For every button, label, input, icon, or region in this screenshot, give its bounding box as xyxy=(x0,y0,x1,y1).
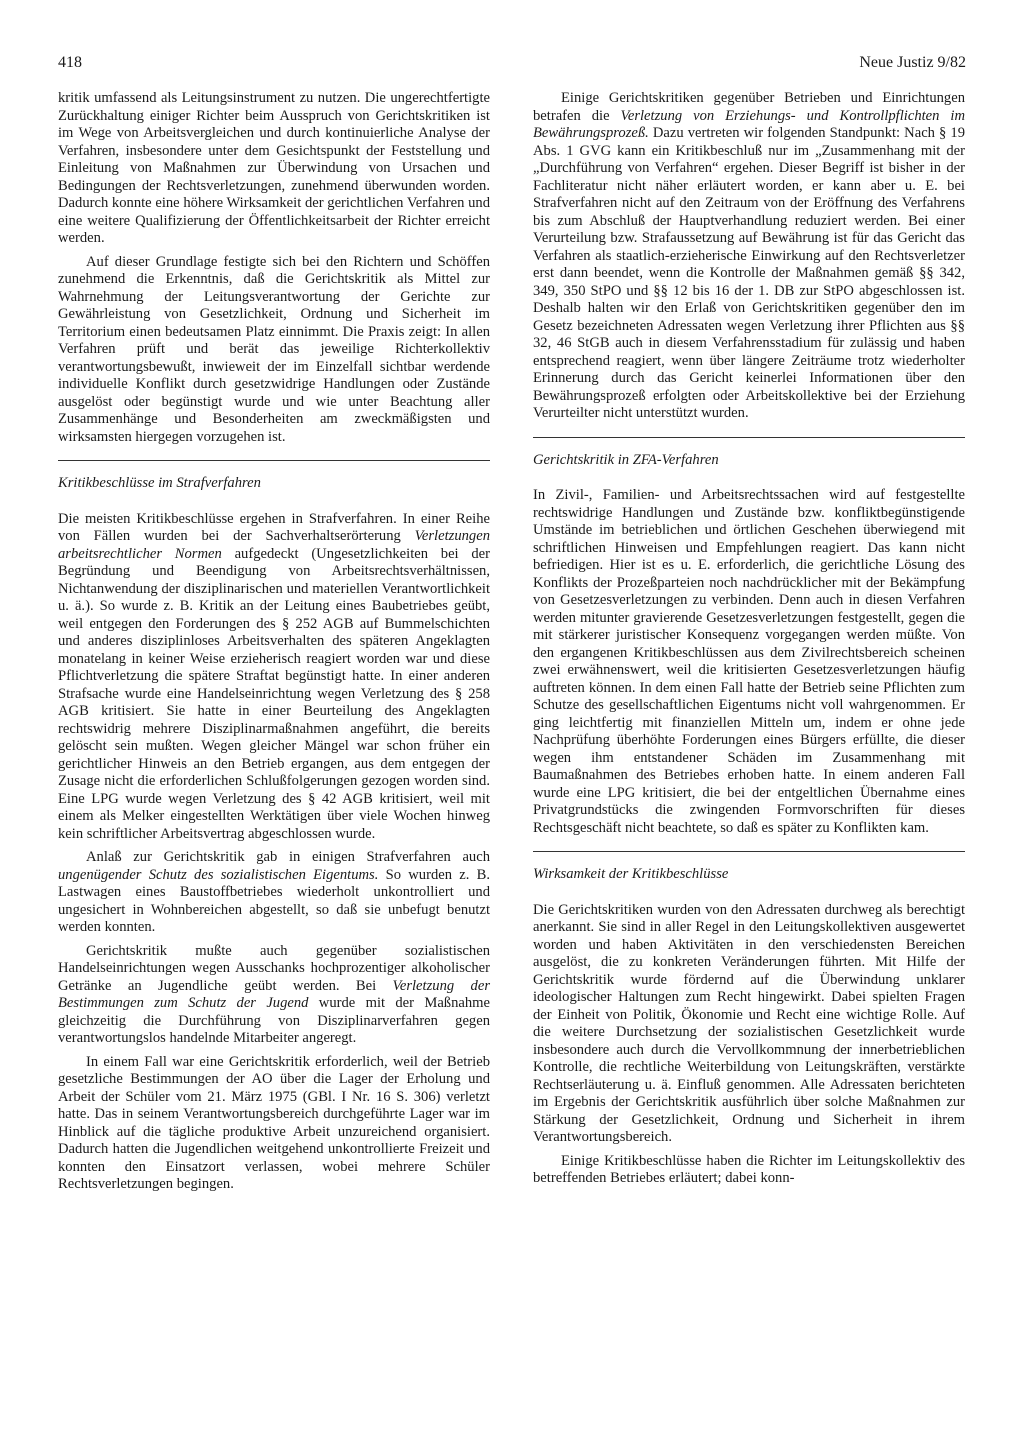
paragraph: Einige Gerichtskritiken gegenüber Betrieben und Einrichtungen betrafen die Verletzung von Erziehungs- und Kontrollpflichten im Bewährungsprozeß. Dazu vertreten wir folgenden Standpunkt: Nach § 19 Abs. 1 GVG kann ein Kritikbeschluß nur im „Zusammenhang mit der „Durchführung von Verfahren“ ergehen. Dieser Begriff ist bisher in der Fachliteratur nicht näher erläutert worden, er kann aber u. E. bei Strafverfahren nicht auf den Zeitraum von der Eröffnung des Verfahrens bis zum Abschluß der Hauptverhandlung reduziert werden. Bei einer Verurteilung bzw. Strafaussetzung auf Bewährung ist für das Gericht das Verfahren als staatlich-erzieherische Einwirkung auf den Rechtsverletzer erst dann beendet, wenn die Kontrolle der Maßnahmen gemäß §§ 342, 349, 350 StPO und §§ 12 bis 16 der 1. DB zur StPO abgeschlossen ist. Deshalb halten wir den Erlaß von Gerichtskritiken gegenüber den im Gesetz bezeichneten Adressaten wegen Verletzung ihrer Pflichten aus §§ 32, 46 StGB auch in diesem Verfahrensstadium für zulässig und haben entsprechend reagiert, wenn über längere Zeiträume trotz wiederholter Erinnerung durch das Gericht keinerlei Informationen über den Bewährungsprozeß erfolgten oder Arbeitskollektive bei der Erziehung Verurteilter nicht unterstützt wurden. xyxy=(533,90,965,421)
right-column xyxy=(533,90,965,1194)
section-heading: Kritikbeschlüsse im Strafverfahren xyxy=(58,460,490,493)
paragraph: Auf dieser Grundlage festigte sich bei den Richtern und Schöffen zunehmend die Erkenntnis, daß die Gerichtskritik als Mittel zur Wahrnehmung der Leitungsverantwortung der Gerichte zur Gewährleistung von Gesetzlichkeit, Ordnung und Sicherheit im Territorium einen bedeutsamen Platz einnimmt. Die Praxis zeigt: In allen Verfahren prüft und berät das jeweilige Richterkollektiv verantwortungsbewußt, inwieweit der im Einzelfall sichtbar werdende individuelle Konflikt durch gesetzwidrige Handlungen oder Zustände ausgelöst oder begünstigt wurde und wie unter Beachtung aller Zusammenhänge und Besonderheiten am zweckmäßigsten und wirksamsten hiergegen vorzugehen ist. xyxy=(58,253,490,445)
paragraph: kritik umfassend als Leitungsinstrument zu nutzen. Die ungerechtfertigte Zurückhaltung einiger Richter beim Ausspruch von Gerichtskritiken ist im Wege von Arbeitsvergleichen und durch kontinuierliche Analyse der Verfahren, insbesondere unter dem Gesichtspunkt der Feststellung und Einleitung von Maßnahmen zur Überwindung von Ursachen und Bedingungen der Rechtsverletzungen, zunehmend überwunden worden. Dadurch konnte eine höhere Wirksamkeit der gerichtlichen Verfahren und eine weitere Qualifizierung der Öffentlichkeitsarbeit der Richter erreicht werden. xyxy=(58,90,490,246)
paragraph: Gerichtskritik mußte auch gegenüber sozialistischen Handelseinrichtungen wegen Ausschanks hochprozentiger alkoholischer Getränke an Jugendliche geübt werden. Bei Verletzung der Bestimmungen zum Schutz der Jugend wurde mit der Maßnahme gleichzeitig die Durchführung von Disziplinarverfahren gegen verantwortungslos handelnde Mitarbeiter angeregt. xyxy=(58,942,491,1046)
paragraph: In Zivil-, Familien- und Arbeitsrechtssachen wird auf festgestellte rechtswidrige Handlungen und Zustände bzw. konfliktbegünstigende Umstände im betrieblichen und örtlichen Geschehen überwiegend mit schriftlichen Hinweisen und Empfehlungen reagiert. Das kann nicht befriedigen. Hier ist es u. E. erforderlich, die gerichtliche Lösung des Konflikts der Prozeßparteien noch nachdrücklicher mit der Bekämpfung von Gesetzesverletzungen zu verbinden. Denn auch in diesen Verfahren werden mitunter gravierende Gesetzesverletzungen festgestellt, gegen die mit stärkerer juristischer Konsequenz vorgegangen werden müßte. Von den ergangenen Kritikbeschlüssen aus dem Zivilrechtsbereich scheinen zwei erwähnenswert, weil die kritisierten Gesetzesverletzungen häufig auftreten können. In dem einen Fall hatte der Betrieb seine Pflichten zum Schutze des gesellschaftlichen Eigentums nicht voll wahrgenommen. Er ging leichtfertig mit finanziellen Mitteln um, indem er ohne jede Nachprüfung überhöhte Forderungen eines Bürgers erfüllte, die dieser wegen ihm entstandener Schäden im Zusammenhang mit Baumaßnahmen des Betriebes erhoben hatte. In einem anderen Fall wurde eine LPG kritisiert, die bei der entgeltlichen Übernahme eines Privatgrundstücks die zwingenden Formvorschriften für dieses Rechtsgeschäft nicht beachtete, so daß es später zu Konflikten kam. xyxy=(533,487,965,836)
paragraph: Einige Kritikbeschlüsse haben die Richter im Leitungskollektiv des betreffenden Betriebes erläutert; dabei konn- xyxy=(533,1152,965,1186)
paragraph: Die meisten Kritikbeschlüsse ergehen in Strafverfahren. In einer Reihe von Fällen wurden bei der Sachverhaltserörterung Verletzungen arbeitsrechtlicher Normen aufgedeckt (Ungesetzlichkeiten bei der Begründung und Beendigung von Arbeitsrechtsverhältnissen, Nichtanwendung der disziplinarischen und materiellen Verantwortlichkeit u. ä.). So wurde z. B. Kritik an der Leitung eines Baubetriebes geübt, weil entgegen den Forderungen des § 252 AGB auf Bummelschichten und anderes disziplinloses Arbeitsverhalten des späteren Angeklagten monatelang in keiner Weise erzieherisch reagiert worden war und diese Pflichtverletzung die spätere Straftat begünstigt hatte. In einer anderen Strafsache wurde eine Handelseinrichtung wegen Verletzung des § 258 AGB kritisiert. Sie hatte in einer Beurteilung des Angeklagten rechtswidrig mehrere Disziplinarmaßnahmen angeführt, die bereits gelöscht sein mußten. Wegen gleicher Mängel war schon früher ein gerichtlicher Hinweis an den Betrieb ergangen, aus dem entgegen der Zusage nicht die erforderlichen Schlußfolgerungen gezogen worden sind. Eine LPG wurde wegen Verletzung des § 42 AGB kritisiert, weil mit einem als Melker eingestellten Werktätigen über viele Wochen hinweg kein schriftlicher Arbeitsvertrag abgeschlossen wurde. xyxy=(58,510,490,842)
paragraph: Die Gerichtskritiken wurden von den Adressaten durchweg als berechtigt anerkannt. Sie sind in aller Regel in den Leitungskollektiven ausgewertet worden und haben Aktivitäten in den verschiedensten Bereichen ausgelöst, die zu konkreten Veränderungen führten. Mit Hilfe der Gerichtskritik wurde fördernd auf die Überwindung unklarer ideologischer Haltungen zum Recht hingewirkt. Dabei spielten Fragen der Einheit von Politik, Ökonomie und Recht eine wichtige Rolle. Auf die weitere Durchsetzung der sozialistischen Gesetzlichkeit wurde insbesondere auch durch die Vervollkommnung der innerbetrieblichen Kontrolle, die rechtliche Weiterbildung von Leitungskräften, verstärkte Rechtserläuterung u. ä. Einfluß genommen. Alle Adressaten berichteten im Ergebnis der Gerichtskritik ausführlich über solche Maßnahmen zur Stärkung der Gesetzlichkeit, Ordnung und Sicherheit in ihrem Verantwortungsbereich. xyxy=(533,901,965,1145)
page-header xyxy=(58,54,966,76)
section-heading: Gerichtskritik in ZFA-Verfahren xyxy=(533,437,965,470)
left-column xyxy=(58,90,490,1200)
paragraph: In einem Fall war eine Gerichtskritik erforderlich, weil der Betrieb gesetzliche Bestimmungen der AO über die Lager der Erholung und Arbeit der Schüler vom 21. März 1975 (GBl. I Nr. 16 S. 306) verletzt hatte. Das in seinem Verantwortungsbereich durchgeführte Lager war im Hinblick auf die tägliche produktive Arbeit unzureichend organisiert. Dadurch hatten die Jugendlichen weitgehend unkontrollierte Freizeit und konnten den Einsatzort verlassen, wobei mehrere Schüler Rechtsverletzungen begingen. xyxy=(58,1053,490,1192)
paragraph: Anlaß zur Gerichtskritik gab in einigen Strafverfahren auch ungenügender Schutz des sozialistischen Eigentums. So wurden z. B. Lastwagen eines Baustoffbetriebes wiederholt unkontrolliert und ungesichert in Wohnbereichen abgestellt, so daß sie unbefugt benutzt werden konnten. xyxy=(58,849,490,935)
section-heading: Wirksamkeit der Kritikbeschlüsse xyxy=(533,851,965,884)
page-number: 418 xyxy=(58,54,82,71)
journal-issue: Neue Justiz 9/82 xyxy=(859,54,966,71)
